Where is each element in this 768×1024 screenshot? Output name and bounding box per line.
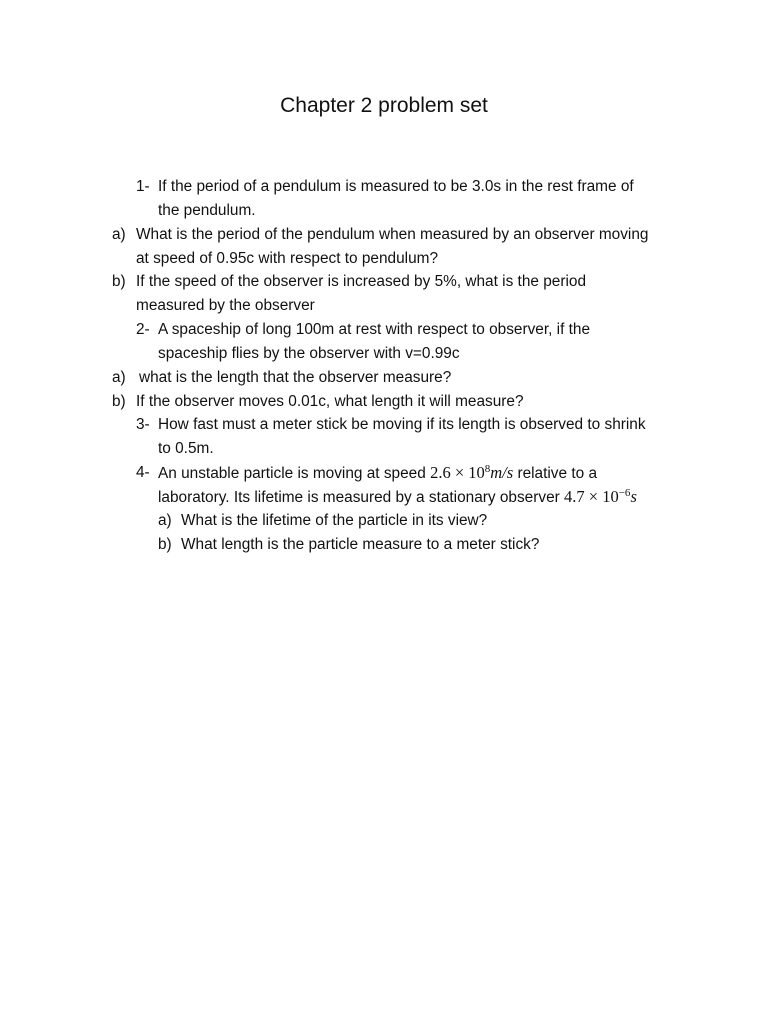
lifetime-mantissa: 4.7 × 10 <box>564 487 619 506</box>
problem-3-number: 3- <box>136 416 150 433</box>
page-title: Chapter 2 problem set <box>280 94 488 117</box>
problem-1-line-1 <box>136 175 634 199</box>
problem-4-number: 4- <box>136 464 150 481</box>
problem-1b-text-1: If the speed of the observer is increased by 5%, what is the period <box>136 273 587 290</box>
problem-4a-text-1: What is the lifetime of the particle in its view? <box>181 512 488 529</box>
problem-3-text-1: How fast must a meter stick be moving if its length is observed to shrink <box>158 416 646 433</box>
problem-2a-text-1: what is the length that the observer measure? <box>139 369 452 386</box>
speed-exponent: 8 <box>484 463 491 475</box>
problem-4a-line-1 <box>158 509 488 533</box>
problem-2-line-1 <box>136 318 591 342</box>
problem-2b-marker: b) <box>112 393 126 410</box>
problem-1-text-1: If the period of a pendulum is measured to be 3.0s in the rest frame of <box>158 178 634 195</box>
problem-1-line-2: the pendulum. <box>158 202 256 219</box>
problem-4b-line-1 <box>158 533 540 557</box>
problem-4b-text-1: What length is the particle measure to a meter stick? <box>181 536 540 553</box>
problem-1a-text-1: What is the period of the pendulum when measured by an observer moving <box>136 226 649 243</box>
speed-mantissa: 2.6 × 10 <box>430 463 485 482</box>
problem-1a-marker: a) <box>112 226 126 243</box>
problem-1b-line-2: measured by the observer <box>136 297 315 314</box>
problem-4-text-1-suffix: relative to a <box>517 465 598 482</box>
problem-4-line-2 <box>158 485 637 510</box>
problem-4-line-1 <box>136 461 598 486</box>
lifetime-exponent: −6 <box>618 487 631 499</box>
problem-1b-marker: b) <box>112 273 126 290</box>
problem-3-line-1 <box>136 413 646 437</box>
problem-2b-line-1 <box>112 390 524 414</box>
problem-2-number: 2- <box>136 321 150 338</box>
problem-2-line-2: spaceship flies by the observer with v=0.99c <box>158 345 460 362</box>
problem-4b-marker: b) <box>158 536 172 553</box>
speed-expression <box>430 463 513 482</box>
problem-2-text-1: A spaceship of long 100m at rest with respect to observer, if the <box>158 321 591 338</box>
problem-2b-text-1: If the observer moves 0.01c, what length it will measure? <box>136 393 524 410</box>
lifetime-expression <box>564 487 637 506</box>
problem-2a-line-1 <box>112 366 452 390</box>
speed-unit: m/s <box>490 463 514 482</box>
problem-1a-line-1 <box>112 223 649 247</box>
problem-1-number: 1- <box>136 178 150 195</box>
problem-1b-line-1 <box>112 270 587 294</box>
problem-4-text-2: laboratory. Its lifetime is measured by a stationary observer <box>158 489 560 506</box>
lifetime-unit: s <box>630 487 637 506</box>
problem-1a-line-2: at speed of 0.95c with respect to pendulum? <box>136 250 439 267</box>
problem-2a-marker: a) <box>112 369 126 386</box>
problem-3-line-2: to 0.5m. <box>158 440 214 457</box>
problem-4a-marker: a) <box>158 512 172 529</box>
problem-4-text-1: An unstable particle is moving at speed <box>158 465 426 482</box>
